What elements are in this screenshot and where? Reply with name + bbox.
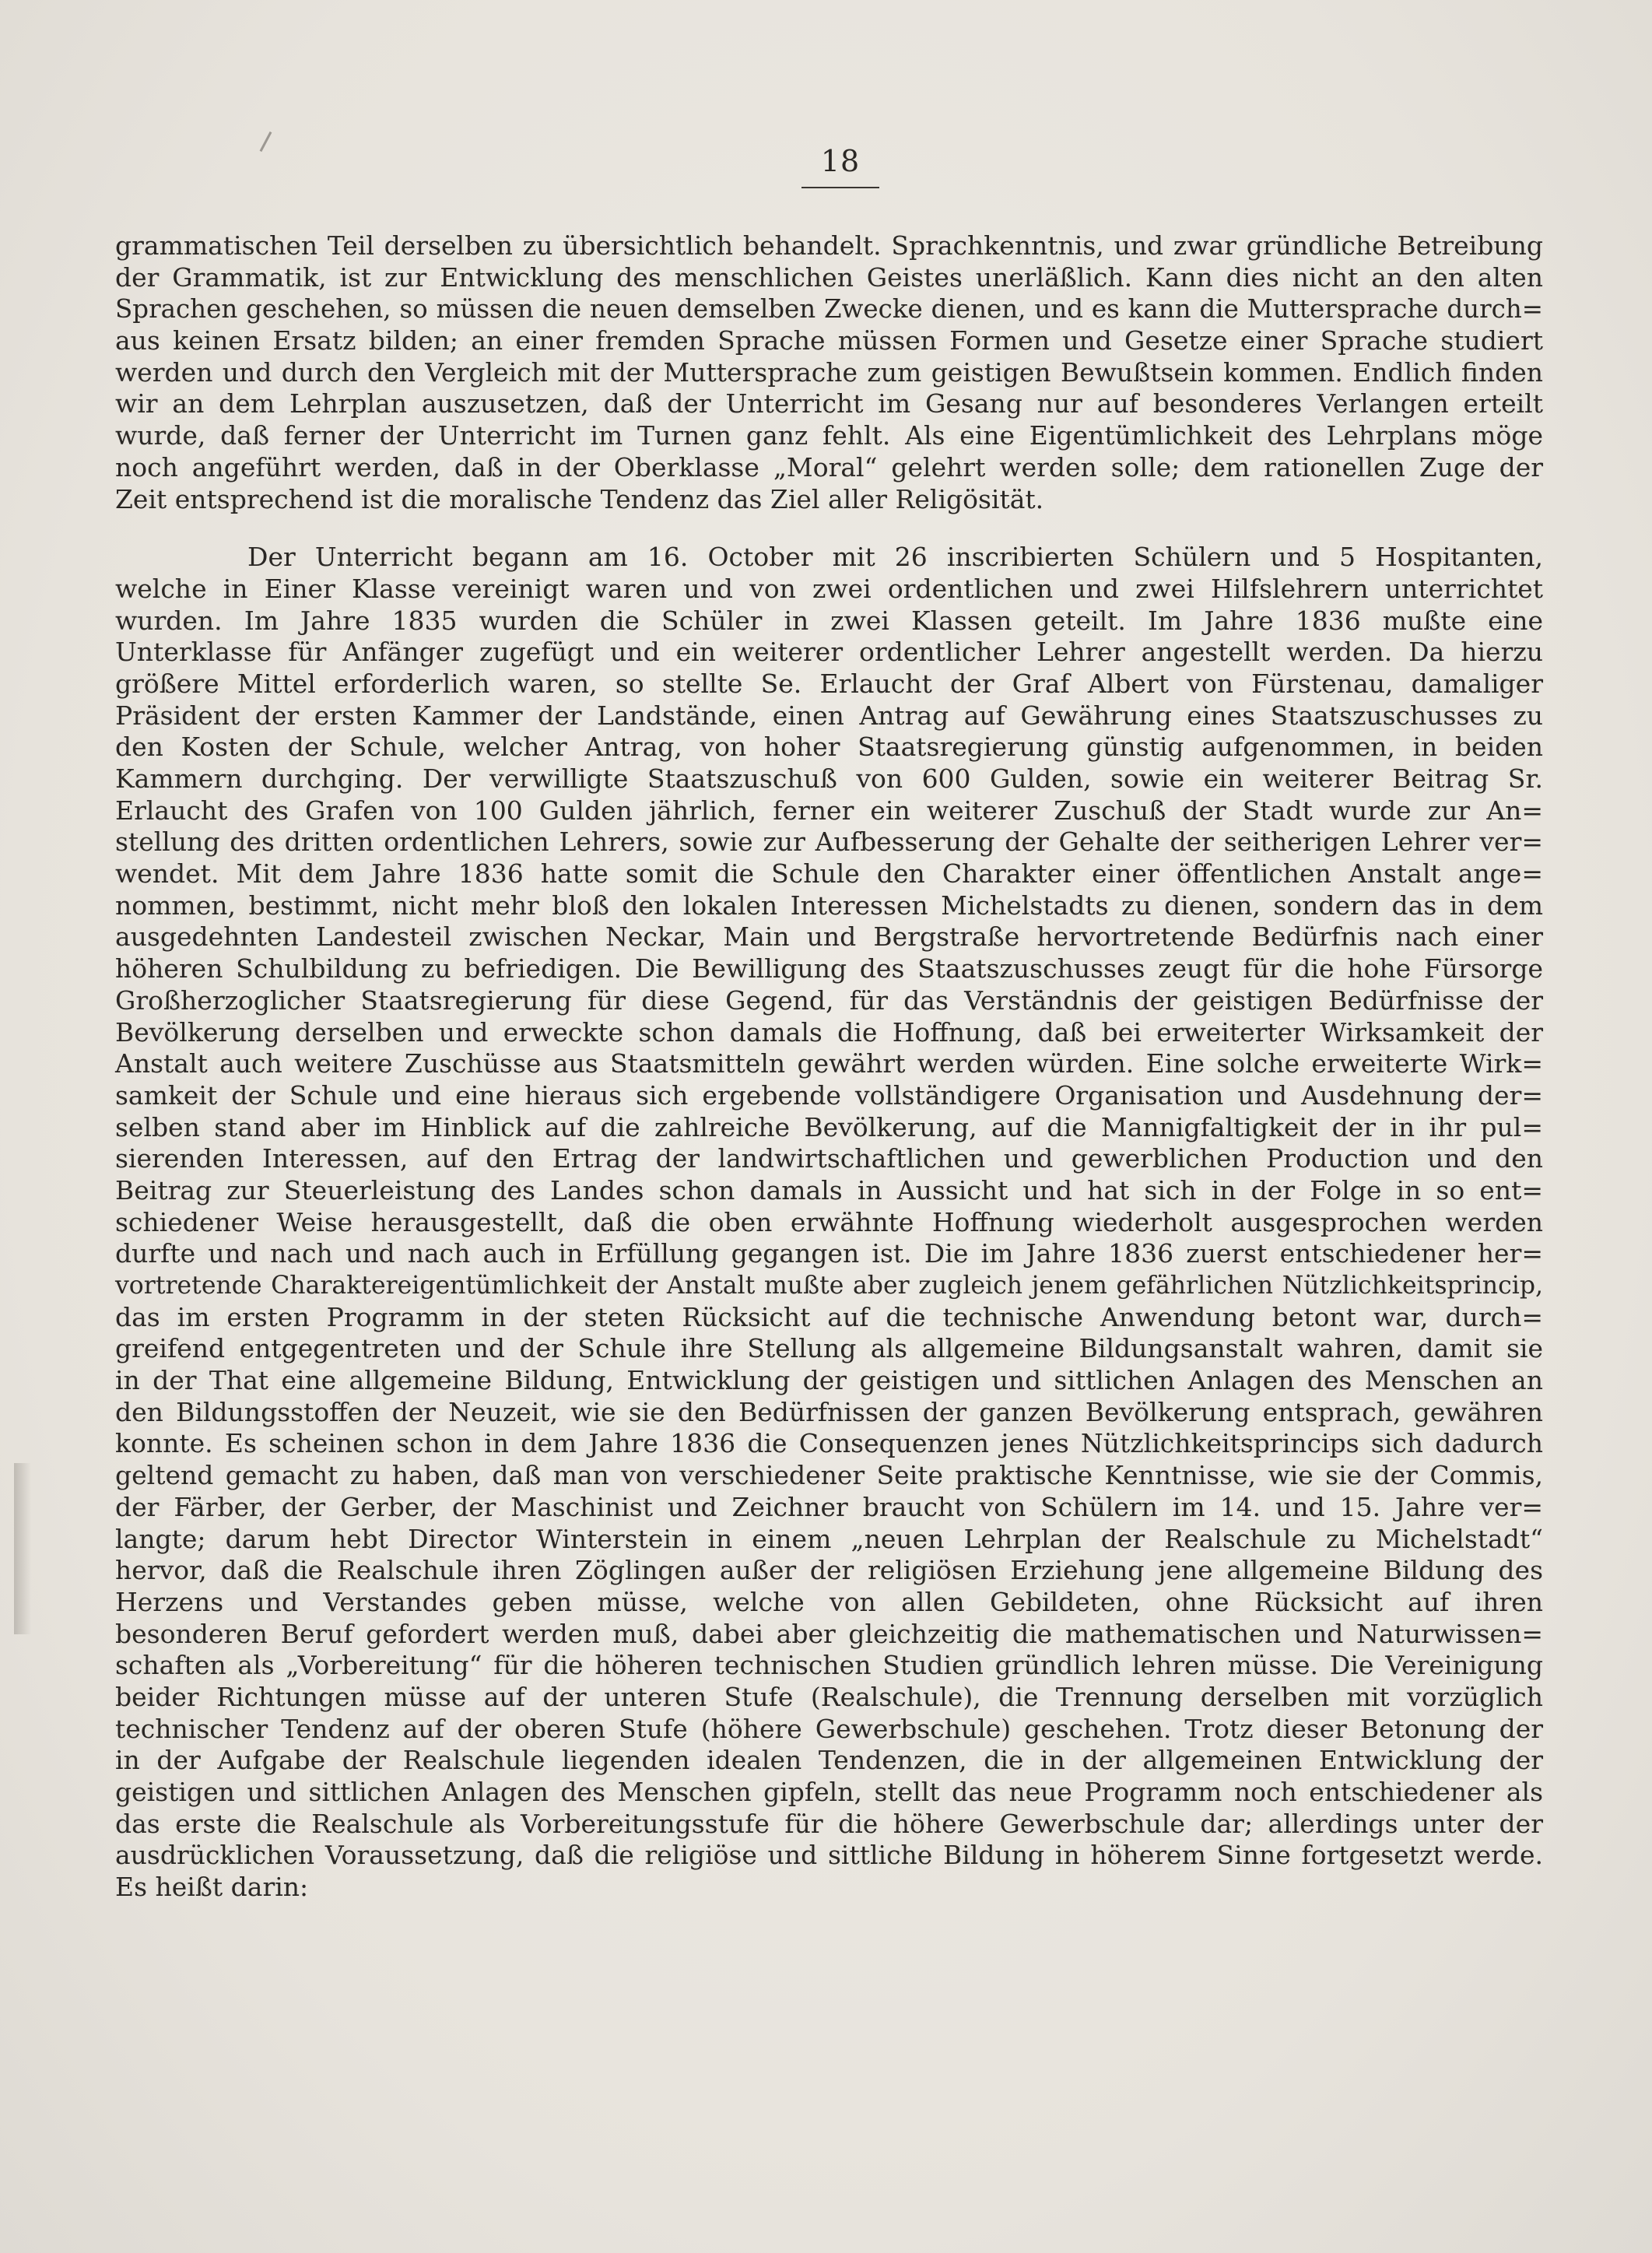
paragraph-1 <box>115 230 1543 515</box>
text-line: aus keinen Ersatz bilden; an einer fremden Sprache müssen Formen und Gesetze einer Sprache studiert <box>115 325 1543 356</box>
text-line: Der Unterricht begann am 16. October mit 26 inscribierten Schülern und 5 Hospitanten, <box>247 542 1543 573</box>
text-line: Herzens und Verstandes geben müsse, welche von allen Gebildeten, ohne Rücksicht auf ihren <box>115 1586 1543 1617</box>
text-line: langte; darum hebt Director Winterstein in einem „neuen Lehrplan der Realschule zu Michelstadt“ <box>115 1523 1543 1554</box>
text-line: wurden. Im Jahre 1835 wurden die Schüler in zwei Klassen geteilt. Im Jahre 1836 mußte eine <box>115 605 1543 636</box>
text-line: größere Mittel erforderlich waren, so stellte Se. Erlaucht der Graf Albert von Fürstenau, damaliger <box>115 668 1543 699</box>
text-line: Bevölkerung derselben und erweckte schon damals die Hoffnung, daß bei erweiterter Wirksamkeit der <box>115 1016 1543 1048</box>
text-line: das im ersten Programm in der steten Rücksicht auf die technische Anwendung betont war, durch= <box>115 1301 1543 1332</box>
text-line: der Färber, der Gerber, der Maschinist und Zeichner braucht von Schülern im 14. und 15. Jahre ver= <box>115 1491 1543 1522</box>
paragraph-2 <box>115 542 1543 1904</box>
text-line: geltend gemacht zu haben, daß man von verschiedener Seite praktische Kenntnisse, wie sie der Commis, <box>115 1460 1543 1491</box>
text-line: hervor, daß die Realschule ihren Zöglingen außer der religiösen Erziehung jene allgemeine Bildung des <box>115 1555 1543 1586</box>
text-line: wurde, daß ferner der Unterricht im Turnen ganz fehlt. Als eine Eigentümlichkeit des Lehrplans möge <box>115 420 1543 451</box>
text-line: noch angeführt werden, daß in der Oberklasse „Moral“ gelehrt werden solle; dem rationellen Zuge der <box>115 451 1543 483</box>
text-line: Zeit entsprechend ist die moralische Tendenz das Ziel aller Religösität. <box>115 483 1044 514</box>
text-line: stellung des dritten ordentlichen Lehrers, sowie zur Aufbesserung der Gehalte der seitherigen Lehrer ver= <box>115 826 1543 858</box>
text-line: Großherzoglicher Staatsregierung für diese Gegend, für das Verständnis der geistigen Bedürfnisse der <box>115 984 1543 1016</box>
text-line: wir an dem Lehrplan auszusetzen, daß der Unterricht im Gesang nur auf besonderes Verlangen erteilt <box>115 388 1543 419</box>
text-line: in der That eine allgemeine Bildung, Entwicklung der geistigen und sittlichen Anlagen des Menschen an <box>115 1365 1543 1396</box>
text-line: sierenden Interessen, auf den Ertrag der landwirtschaftlichen und gewerblichen Production und den <box>115 1143 1543 1174</box>
text-line: ausgedehnten Landesteil zwischen Neckar, Main und Bergstraße hervortretende Bedürfnis nach einer <box>115 921 1543 953</box>
text-line: samkeit der Schule und eine hieraus sich ergebende vollständigere Organisation und Ausdehnung der= <box>115 1079 1543 1111</box>
text-line: Kammern durchging. Der verwilligte Staatszuschuß von 600 Gulden, sowie ein weiterer Beitrag Sr. <box>115 763 1543 794</box>
text-line: vortretende Charaktereigentümlichkeit der Anstalt mußte aber zugleich jenem gefährlichen Nützlichkeitsprincip, <box>115 1272 1543 1300</box>
text-line: beider Richtungen müsse auf der unteren Stufe (Realschule), die Trennung derselben mit vorzüglich <box>115 1681 1543 1712</box>
text-line: grammatischen Teil derselben zu übersichtlich behandelt. Sprachkenntnis, und zwar gründliche Betreibung <box>115 230 1543 261</box>
text-line: greifend entgegentreten und der Schule ihre Stellung als allgemeine Bildungsanstalt wahren, damit sie <box>115 1333 1543 1364</box>
text-line: der Grammatik, ist zur Entwicklung des menschlichen Geistes unerläßlich. Kann dies nicht an den alten <box>115 261 1543 293</box>
text-line: Es heißt darin: <box>115 1872 309 1903</box>
page-number: 18 <box>820 144 861 178</box>
paragraph-gap <box>115 515 1543 542</box>
text-line: durfte und nach und nach auch in Erfüllung gegangen ist. Die im Jahre 1836 zuerst entschiedener her= <box>115 1238 1543 1269</box>
text-line: Unterklasse für Anfänger zugefügt und ein weiterer ordentlicher Lehrer angestellt werden. Da hierzu <box>115 637 1543 668</box>
text-line: besonderen Beruf gefordert werden muß, dabei aber gleichzeitig die mathematischen und Naturwissen= <box>115 1618 1543 1649</box>
text-line: schiedener Weise herausgestellt, daß die oben erwähnte Hoffnung wiederholt ausgesprochen werden <box>115 1206 1543 1237</box>
text-line: werden und durch den Vergleich mit der Muttersprache zum geistigen Bewußtsein kommen. Endlich finden <box>115 356 1543 388</box>
text-line: höheren Schulbildung zu befriedigen. Die Bewilligung des Staatszuschusses zeugt für die hohe Fürsorge <box>115 953 1543 984</box>
ink-mark <box>260 132 272 152</box>
text-line: selben stand aber im Hinblick auf die zahlreiche Bevölkerung, auf die Mannigfaltigkeit der in ihr pul= <box>115 1111 1543 1142</box>
page-number-underline <box>801 187 879 188</box>
text-line: den Bildungsstoffen der Neuzeit, wie sie den Bedürfnissen der ganzen Bevölkerung entsprach, gewähren <box>115 1396 1543 1427</box>
text-line: den Kosten der Schule, welcher Antrag, von hoher Staatsregierung günstig aufgenommen, in beiden <box>115 732 1543 763</box>
text-line: ausdrücklichen Voraussetzung, daß die religiöse und sittliche Bildung in höherem Sinne fortgesetzt werde. <box>115 1840 1543 1871</box>
text-line: welche in Einer Klasse vereinigt waren und von zwei ordentlichen und zwei Hilfslehrern unterrichtet <box>115 573 1543 604</box>
text-line: Beitrag zur Steuerleistung des Landes schon damals in Aussicht und hat sich in der Folge in so ent= <box>115 1174 1543 1205</box>
text-line: geistigen und sittlichen Anlagen des Menschen gipfeln, stellt das neue Programm noch entschiedener als <box>115 1777 1543 1807</box>
text-line: das erste die Realschule als Vorbereitungsstufe für die höhere Gewerbschule dar; allerdings unter der <box>115 1808 1543 1839</box>
text-line: in der Aufgabe der Realschule liegenden idealen Tendenzen, die in der allgemeinen Entwicklung der <box>115 1745 1543 1776</box>
body-text <box>115 230 1543 1904</box>
text-line: nommen, bestimmt, nicht mehr bloß den lokalen Interessen Michelstadts zu dienen, sondern das in dem <box>115 890 1543 921</box>
text-line: Sprachen geschehen, so müssen die neuen demselben Zwecke dienen, und es kann die Muttersprache durch= <box>115 294 1543 325</box>
text-line: Anstalt auch weitere Zuschüsse aus Staatsmitteln gewährt werden würden. Eine solche erweiterte Wirk= <box>115 1048 1543 1079</box>
binding-shadow <box>14 1463 31 1634</box>
text-line: konnte. Es scheinen schon in dem Jahre 1836 die Consequenzen jenes Nützlichkeitsprincips sich dadurch <box>115 1428 1543 1459</box>
text-line: Präsident der ersten Kammer der Landstände, einen Antrag auf Gewährung eines Staatszuschusses zu <box>115 700 1543 731</box>
text-line: schaften als „Vorbereitung“ für die höheren technischen Studien gründlich lehren müsse. Die Vereinigung <box>115 1650 1543 1681</box>
text-line: wendet. Mit dem Jahre 1836 hatte somit die Schule den Charakter einer öffentlichen Anstalt ange= <box>115 858 1543 890</box>
text-line: Erlaucht des Grafen von 100 Gulden jährlich, ferner ein weiterer Zuschuß der Stadt wurde zur An= <box>115 795 1543 826</box>
text-line: technischer Tendenz auf der oberen Stufe (höhere Gewerbschule) geschehen. Trotz dieser Betonung der <box>115 1713 1543 1744</box>
